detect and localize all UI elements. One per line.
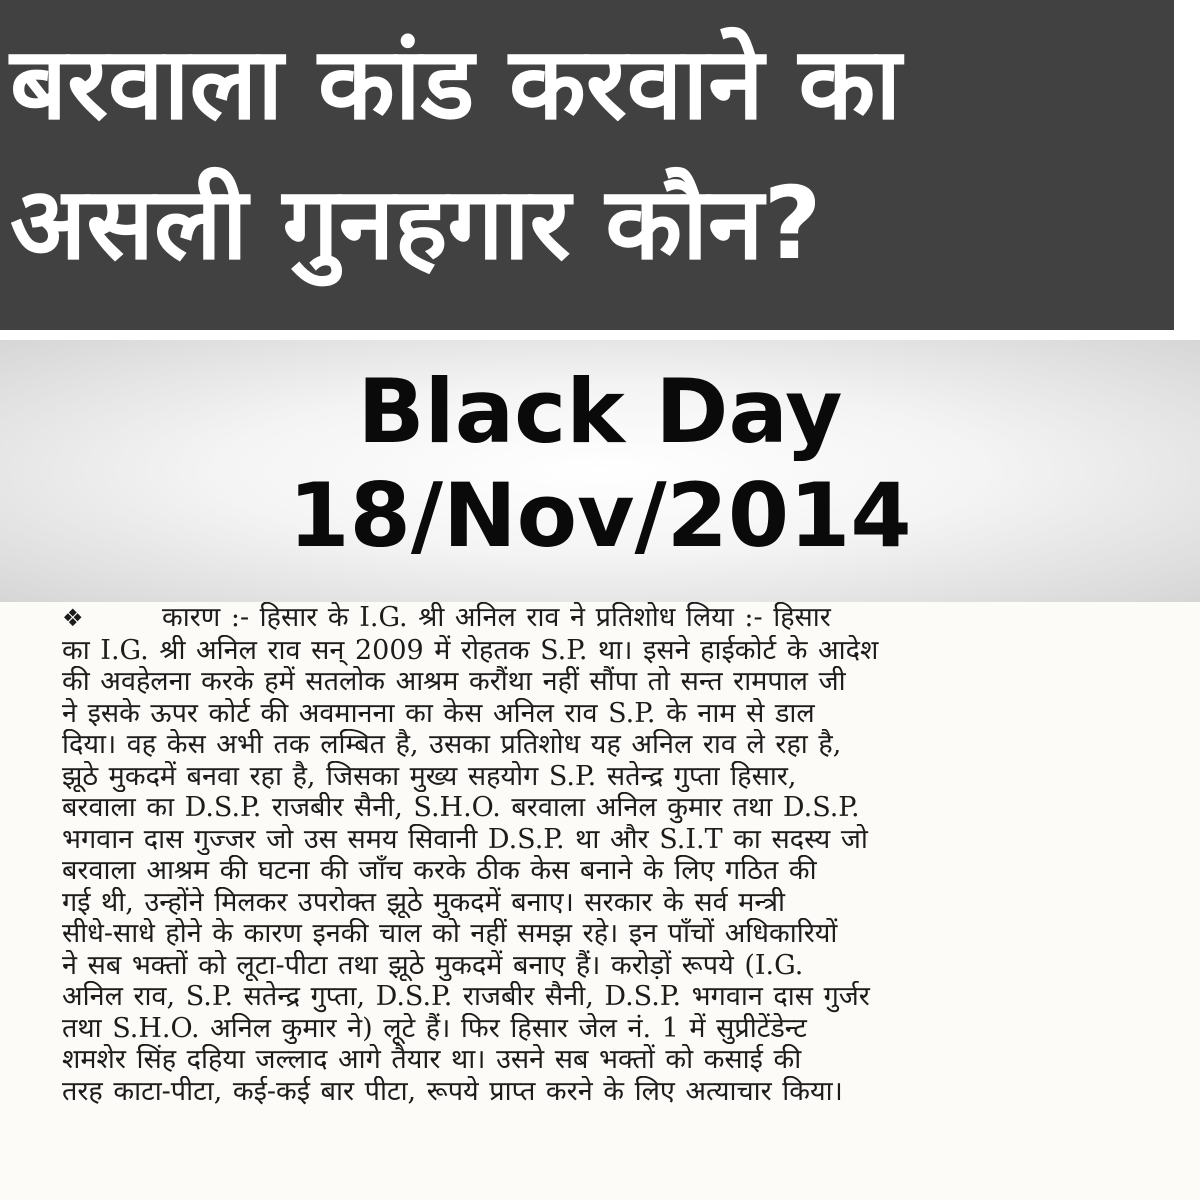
article-line-text: अनिल राव, S.P. सतेन्द्र गुप्ता, D.S.P. राजबीर सैनी, D.S.P. भगवान दास गुर्जर — [62, 981, 870, 1012]
article-line — [62, 666, 1182, 698]
article-line — [62, 887, 1182, 919]
article-line — [62, 792, 1182, 824]
article-line-text: कारण :- हिसार के I.G. श्री अनिल राव ने प्रतिशोध लिया :- हिसार — [162, 602, 831, 633]
article-line-text: का I.G. श्री अनिल राव सन् 2009 में रोहतक S.P. था। इसने हाईकोर्ट के आदेश — [62, 634, 879, 666]
article-line-text: शमशेर सिंह दहिया जल्लाद आगे तैयार था। उसने सब भक्तों को कसाई की — [62, 1044, 802, 1075]
article-line-text: झूठे मुकदमें बनवा रहा है, जिसका मुख्य सहयोग S.P. सतेन्द्र गुप्ता हिसार, — [62, 760, 797, 792]
article-line — [62, 918, 1182, 950]
article-line — [62, 1044, 1182, 1076]
article-line — [62, 761, 1182, 793]
black-day-title — [0, 360, 1200, 568]
article-line — [62, 729, 1182, 761]
article-line — [62, 635, 1182, 667]
article-line — [62, 950, 1182, 982]
article-line-text: दिया। वह केस अभी तक लम्बित है, उसका प्रतिशोध यह अनिल राव ले रहा है, — [62, 729, 842, 760]
article-line — [62, 824, 1182, 856]
diamond-bullet-icon: ❖ — [62, 604, 84, 632]
article-line-text: गई थी, उन्होंने मिलकर उपरोक्त झूठे मुकदमें बनाए। सरकार के सर्व मन्त्री — [62, 886, 786, 918]
article-line-text: तथा S.H.O. अनिल कुमार ने) लूटे हैं। फिर हिसार जेल नं. 1 में सुप्रीटेंडेन्ट — [62, 1012, 807, 1044]
headline — [10, 14, 1160, 294]
article-excerpt — [0, 602, 1200, 1200]
article-line-text: तरह काटा-पीटा, कई-कई बार पीटा, रूपये प्राप्त करने के लिए अत्याचार किया। — [62, 1075, 843, 1107]
headline-line-1: बरवाला कांड करवाने का — [10, 25, 902, 142]
article-body — [62, 602, 1182, 1107]
article-line-text: ने इसके ऊपर कोर्ट की अवमानना का केस अनिल राव S.P. के नाम से डाल — [62, 697, 815, 729]
article-line-text: ने सब भक्तों को लूटा-पीटा तथा झूठे मुकदमें बनाए हैं। करोड़ों रूपये (I.G. — [62, 949, 804, 981]
article-line-text: बरवाला का D.S.P. राजबीर सैनी, S.H.O. बरवाला अनिल कुमार तथा D.S.P. — [62, 792, 860, 823]
article-line — [62, 1076, 1182, 1108]
black-day-date: 18/Nov/2014 — [288, 464, 912, 567]
article-line-text: की अवहेलना करके हमें सतलोक आश्रम करौंथा नहीं सौंपा तो सन्त रामपाल जी — [62, 666, 846, 697]
article-line — [62, 981, 1182, 1013]
article-line — [62, 1013, 1182, 1045]
black-day-label: Black Day — [357, 360, 843, 463]
headline-line-2: असली गुनहगार कौन? — [10, 165, 822, 282]
article-line — [62, 602, 1182, 635]
article-line-text: सीधे-साधे होने के कारण इनकी चाल को नहीं समझ रहे। इन पाँचों अधिकारियों — [62, 918, 838, 949]
article-line — [62, 855, 1182, 887]
article-line-text: बरवाला आश्रम की घटना की जाँच करके ठीक केस बनाने के लिए गठित की — [62, 855, 817, 886]
article-line-text: भगवान दास गुज्जर जो उस समय सिवानी D.S.P. था और S.I.T का सदस्य जो — [62, 823, 868, 855]
article-line — [62, 698, 1182, 730]
